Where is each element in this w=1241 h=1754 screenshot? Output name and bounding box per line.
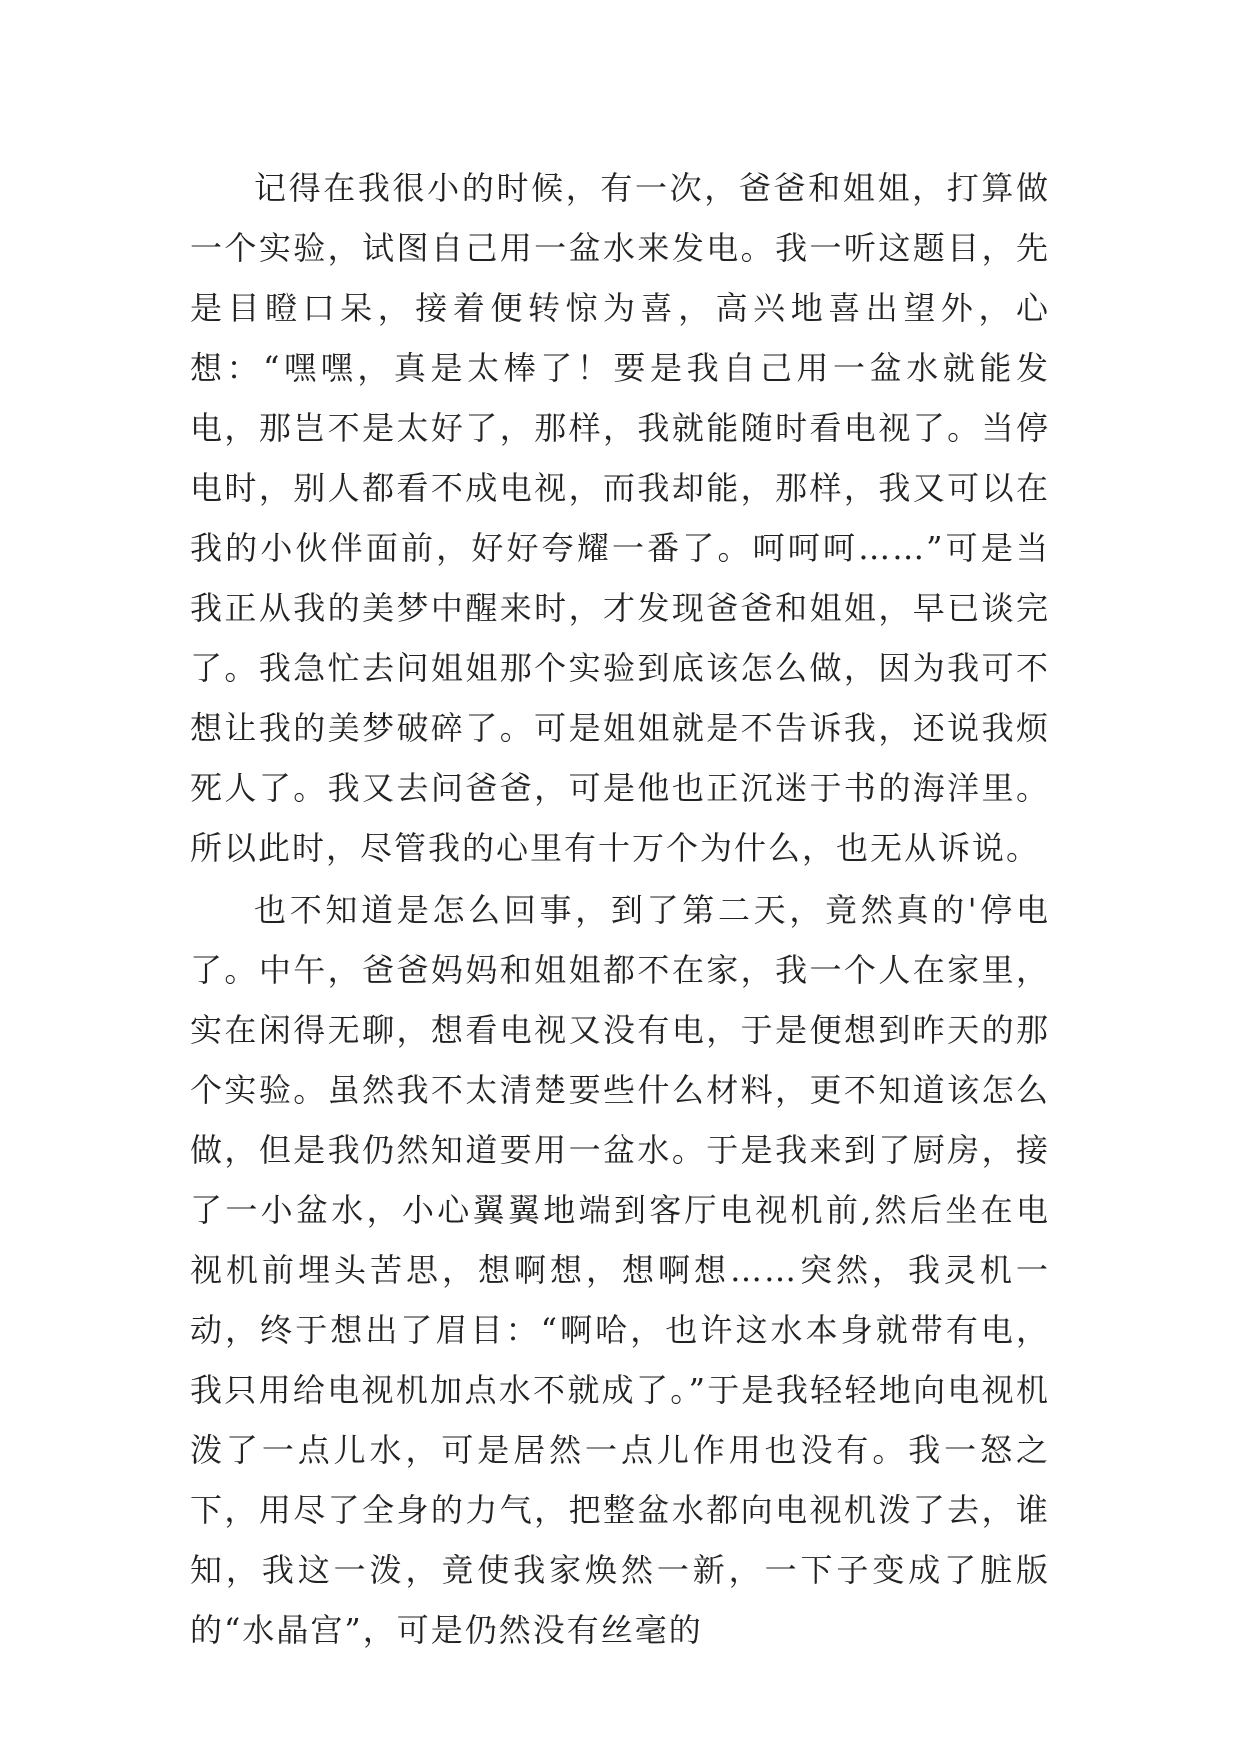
paragraph-1: 记得在我很小的时候，有一次，爸爸和姐姐，打算做一个实验，试图自己用一盆水来发电。我一听这题目，先是目瞪口呆，接着便转惊为喜，高兴地喜出望外，心想：“嘿嘿，真是太棒了！要是我自己用一盆水就能发电，那岂不是太好了，那样，我就能随时看电视了。当停电时，别人都看不成电视，而我却能，那样，我又可以在我的小伙伴面前，好好夸耀一番了。呵呵呵……”可是当我正从我的美梦中醒来时，才发现爸爸和姐姐，早已谈完了。我急忙去问姐姐那个实验到底该怎么做，因为我可不想让我的美梦破碎了。可是姐姐就是不告诉我，还说我烦死人了。我又去问爸爸，可是他也正沉迷于书的海洋里。所以此时，尽管我的心里有十万个为什么，也无从诉说。 [190, 169, 1050, 867]
document-body [190, 158, 1050, 1662]
paragraph-2: 也不知道是怎么回事，到了第二天，竟然真的'停电了。中午，爸爸妈妈和姐姐都不在家，我一个人在家里，实在闲得无聊，想看电视又没有电，于是便想到昨天的那个实验。虽然我不太清楚要些什么材料，更不知道该怎么做，但是我仍然知道要用一盆水。于是我来到了厨房，接了一小盆水，小心翼翼地端到客厅电视机前,然后坐在电视机前埋头苦思，想啊想，想啊想……突然，我灵机一动，终于想出了眉目：“啊哈，也许这水本身就带有电，我只用给电视机加点水不就成了。”于是我轻轻地向电视机泼了一点儿水，可是居然一点儿作用也没有。我一怒之下，用尽了全身的力气，把整盆水都向电视机泼了去，谁知，我这一泼，竟使我家焕然一新，一下子变成了脏版的“水晶宫”，可是仍然没有丝毫的 [190, 891, 1050, 1649]
